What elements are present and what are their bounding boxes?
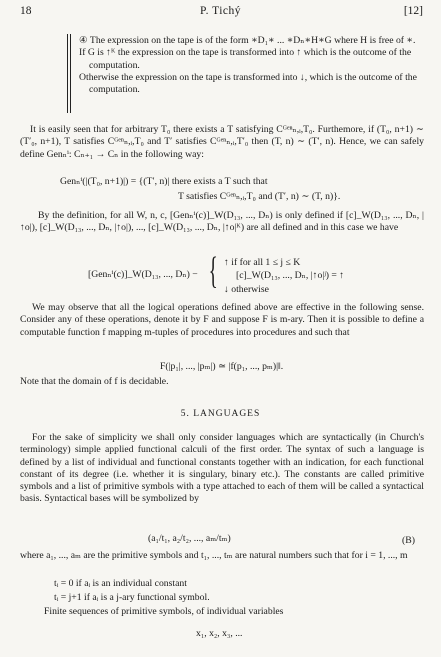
- paragraph: where a₁, ..., aₘ are the primitive symbols and t₁, ..., tₘ are natural numbers such that for i = 1, ..., m: [20, 550, 408, 561]
- running-header: [14, 5, 427, 23]
- page-number: 18: [20, 5, 32, 17]
- equation-line: F(|p₁|, ..., |pₘ|) ≃ |f(p₁, ..., pₘ)|‖.: [160, 361, 284, 372]
- step-four-line: If G is ↑ᴷ the expression on the tape is transformed into ↑ which is the outcome of the computation.: [79, 47, 412, 71]
- section-heading: 5. LANGUAGES: [180, 409, 261, 419]
- paragraph: For the sake of simplicity we shall only consider languages which are syntactically (in Church's terminology) simple applied functional calculi of the first order. The syntax of such a language is defined by a list of individual and functional constants together with an indication, for each functional constant of its degree (i.e. whether it is singulary, binary etc.). The constants are called primitive symbols and a list of primitive symbols with a type attached to each of them will be called a syntactical basis. Syntactical bases will be symbolized by: [20, 432, 424, 505]
- margin-rule-left: [67, 34, 68, 113]
- equation-line: x₁, x₂, x₃, ...: [196, 628, 243, 639]
- step-four-line: Otherwise the expression on the tape is transformed into ↓, which is the outcome of the computation.: [79, 71, 417, 96]
- step-four-line: ④ The expression on the tape is of the form ∗D₁∗ ... ∗Dₙ∗H∗G where H is free of ∗.: [79, 35, 416, 46]
- author-name: P. Tichý: [199, 5, 242, 17]
- definition-line: tᵢ = j+1 if aᵢ is a j-ary functional symbol.: [54, 592, 210, 603]
- equation-label: (B): [402, 535, 415, 546]
- equation-line: T satisfies Cᴳᵉⁿₙ,ᵢ,T₀ and (T′, n) ∼ (T, n)}.: [178, 191, 341, 202]
- definition-line: Finite sequences of primitive symbols, of individual variables: [44, 606, 284, 617]
- paragraph: By the definition, for all W, n, c, [Genₙⁱ(c)]_W(D₁₃, ..., Dₙ) is only defined if [c]_W(D₁₃, ..., Dₙ, |↑o|), [c]_W(D₁₃, ..., Dₙ, |↑o|), ..., [c]_W(D₁₃, ..., Dₙ, |↑o|ᴷ) are all defined and in this case we have: [20, 210, 424, 234]
- paragraph: Note that the domain of f is decidable.: [20, 376, 169, 387]
- definition-line: tᵢ = 0 if aᵢ is an individual constant: [54, 578, 187, 589]
- equation-case: [c]_W(D₁₃, ..., Dₙ, |↑o|ʲ) = ↑: [236, 270, 345, 281]
- margin-rule-right: [70, 34, 71, 113]
- paragraph: It is easily seen that for arbitrary T₀ there exists a T satisfying Cᴳᵉⁿₙ,ᵢ,T₀. Furthemore, if (T₀, n+1) ∼ (T′₀, n+1), T satisfies Cᴳᵉⁿₙ,ᵢ,T₀ and T′ satisfies Cᴳᵉⁿₙ,ᵢ,T′₀ then (T, n) ∼ (T′, n). Hence, we can safely define Genₙⁱ: Cₙ₊₁ → Cₙ in the following way:: [20, 124, 424, 160]
- left-brace: {: [208, 250, 218, 292]
- equation-case: ↓ otherwise: [224, 284, 269, 295]
- equation-lhs: [Genₙⁱ(c)]_W(D₁₃, ..., Dₙ) −: [88, 269, 198, 280]
- paragraph: We may observe that all the logical operations defined above are effective in the following sense. Consider any of these operations, denote it by F and suppose F is m-ary. Then it is possible to define a computable function f mapping m-tuples of procedures into procedures and such that: [20, 302, 424, 338]
- equation-line: (a₁/t₁, a₂/t₂, ..., aₘ/tₘ): [148, 533, 231, 544]
- step-four-block: [79, 35, 425, 96]
- equation-line: Genₙⁱ(|(T₀, n+1)|) = {(T′, n)| there exists a T such that: [60, 176, 268, 187]
- equation-case: ↑ if for all 1 ≤ j ≤ K: [224, 257, 301, 268]
- reference-number: [12]: [403, 5, 423, 17]
